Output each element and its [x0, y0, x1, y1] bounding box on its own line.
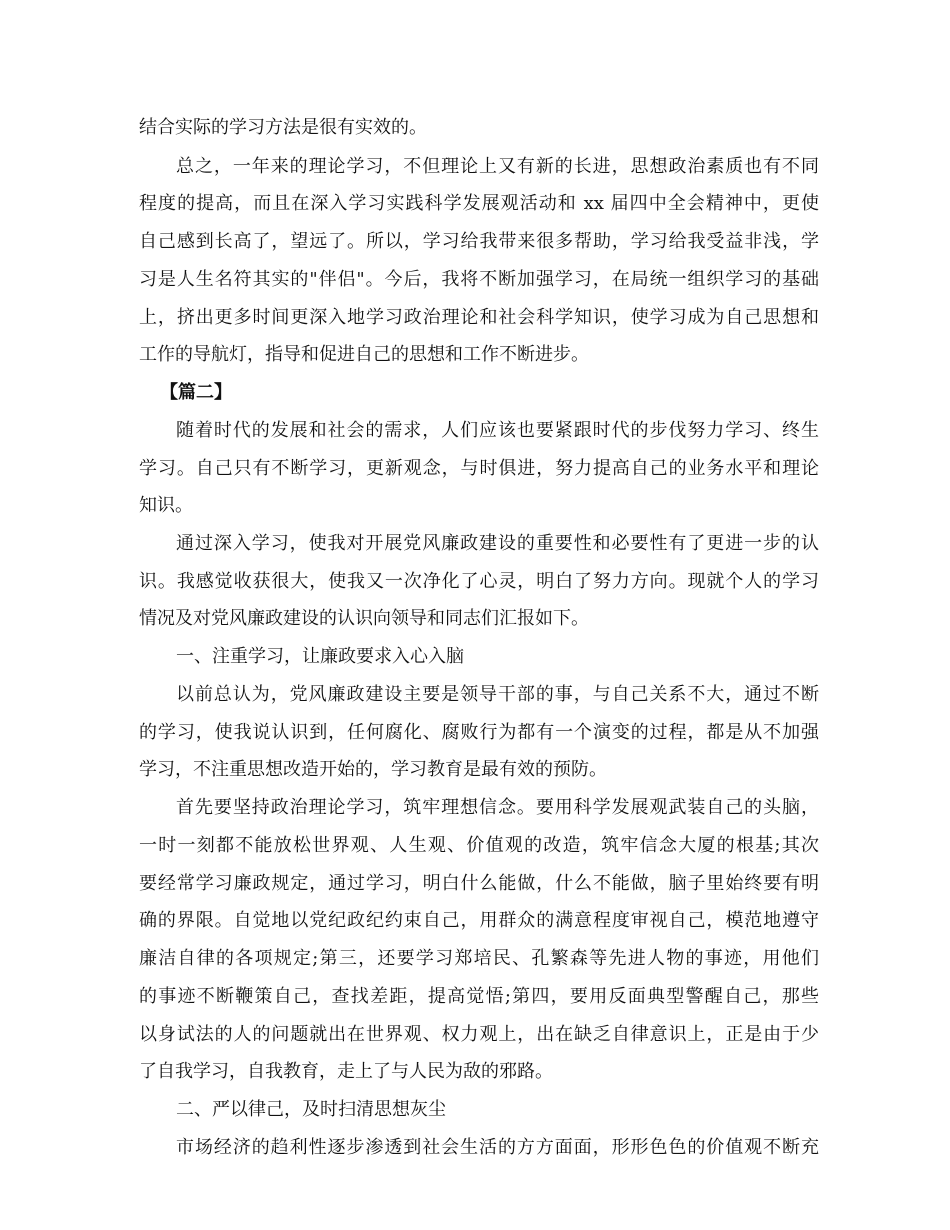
- text-line: 识。我感觉收获很大，使我又一次净化了心灵，明白了努力方向。现就个人的学习: [139, 571, 819, 592]
- text-line: 要经常学习廉政规定，通过学习，明白什么能做，什么不能做，脑子里始终要有明: [139, 873, 819, 894]
- text-line: 工作的导航灯，指导和促进自己的思想和工作不断进步。: [139, 344, 589, 365]
- text-line: 通过深入学习，使我对开展党风廉政建设的重要性和必要性有了更进一步的认: [176, 533, 819, 554]
- subsection-heading: 一、注重学习，让廉政要求入心入脑: [176, 646, 464, 667]
- text-line: 市场经济的趋利性逐步渗透到社会生活的方方面面，形形色色的价值观不断充: [176, 1137, 819, 1158]
- subsection-heading: 二、严以律己，及时扫清思想灰尘: [176, 1099, 446, 1120]
- text-line: 结合实际的学习方法是很有实效的。: [139, 117, 427, 138]
- text-line: 学习，不注重思想改造开始的，学习教育是最有效的预防。: [139, 759, 607, 780]
- section-heading: 【篇二】: [160, 382, 232, 403]
- text-line: 知识。: [139, 495, 193, 516]
- text-line: 以前总认为，党风廉政建设主要是领导干部的事，与自己关系不大，通过不断: [176, 684, 819, 705]
- text-line: 学习。自己只有不断学习，更新观念，与时俱进，努力提高自己的业务水平和理论: [139, 458, 819, 479]
- text-line: 确的界限。自觉地以党纪政纪约束自己，用群众的满意程度审视自己，模范地遵守: [139, 910, 819, 931]
- text-line: 以身试法的人的问题就出在世界观、权力观上，出在缺乏自律意识上，正是由于少: [139, 1024, 819, 1045]
- text-line: 总之，一年来的理论学习，不但理论上又有新的长进，思想政治素质也有不同: [176, 156, 819, 177]
- text-line: 自己感到长高了，望远了。所以，学习给我带来很多帮助，学习给我受益非浅，学: [139, 231, 819, 252]
- text-line: 程度的提高，而且在深入学习实践科学发展观活动和 xx 届四中全会精神中，更使: [139, 193, 819, 214]
- text-line: 情况及对党风廉政建设的认识向领导和同志们汇报如下。: [139, 608, 589, 629]
- text-line: 首先要坚持政治理论学习，筑牢理想信念。要用科学发展观武装自己的头脑，: [176, 797, 819, 818]
- text-line: 廉洁自律的各项规定;第三，还要学习郑培民、孔繁森等先进人物的事迹，用他们: [139, 948, 819, 969]
- text-line: 的事迹不断鞭策自己，查找差距，提高觉悟;第四，要用反面典型警醒自己，那些: [139, 986, 819, 1007]
- text-line: 的学习，使我说认识到，任何腐化、腐败行为都有一个演变的过程，都是从不加强: [139, 722, 819, 743]
- text-line: 一时一刻都不能放松世界观、人生观、价值观的改造，筑牢信念大厦的根基;其次: [139, 835, 819, 856]
- text-line: 上，挤出更多时间更深入地学习政治理论和社会科学知识，使学习成为自己思想和: [139, 307, 819, 328]
- text-line: 习是人生名符其实的"伴侣"。今后，我将不断加强学习，在局统一组织学习的基础: [139, 269, 819, 290]
- text-line: 了自我学习，自我教育，走上了与人民为敌的邪路。: [139, 1061, 553, 1082]
- text-line: 随着时代的发展和社会的需求，人们应该也要紧跟时代的步伐努力学习、终生: [176, 420, 819, 441]
